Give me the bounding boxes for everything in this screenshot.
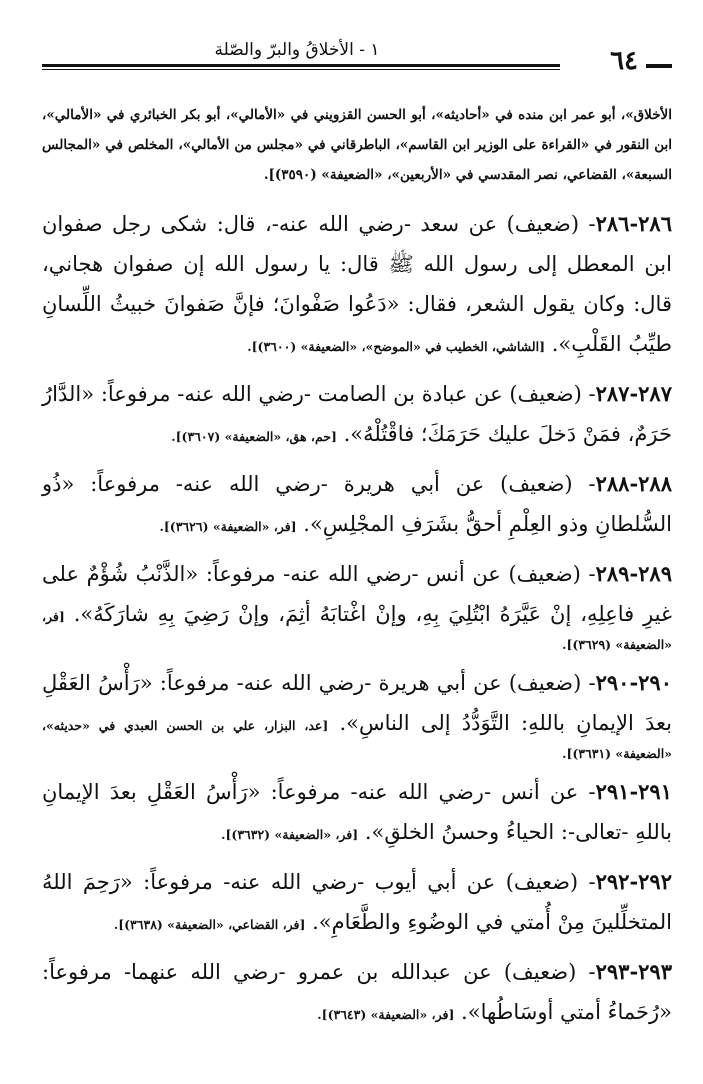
hadith-entry-290 — [42, 663, 672, 762]
running-title: ١ - الأخلاقُ والبرّ والصّلة — [214, 40, 380, 60]
hadith-reference: [فر، «الضعيفة» (٣٦٣٢)]. — [221, 827, 359, 842]
header-rule-thin — [42, 69, 560, 70]
hadith-entry-288 — [42, 464, 672, 544]
hadith-text: - (ضعيف) عن أبي هريرة -رضي الله عنه- مرفوعاً: «رَأْسُ العَقْلِ بعدَ الإيمانِ باللهِ: التَّوَدُّدُ إلى الناسِ». — [42, 671, 672, 735]
hadith-reference: [عد، البزار، علي بن الحسن العبدي في «حديثه»، «الضعيفة» (٣٦٣١)]. — [42, 718, 672, 761]
footnote-continuation: الأخلاق»، أبو عمر ابن منده في «أحاديثه»، أبو الحسن القزويني في «الأمالي»، أبو بكر الخبائري في «الأمالي»، ابن النقور في «القراءة على الوزير ابن القاسم»، الباطرقاني في «مجلس من الأمالي»، المخلص في «المجالس السبعة»، القضاعي، نصر المقدسي في «الأربعين»، «الضعيفة» (٣٥٩٠)]. — [42, 107, 672, 183]
hadith-number: ٢٨٦-٢٨٦ — [595, 211, 672, 236]
hadith-number: ٢٩٣-٢٩٣ — [595, 959, 672, 984]
hadith-text: - (ضعيف) عن عبدالله بن عمرو -رضي الله عنهما- مرفوعاً: «رُحَماءُ أمتي أوسَاطُها». — [42, 960, 672, 1024]
hadith-number: ٢٨٩-٢٨٩ — [595, 561, 672, 586]
hadith-text: - (ضعيف) عن سعد -رضي الله عنه-، قال: شكى رجل صفوان ابن المعطل إلى رسول الله ﷺ قال: يا رسول الله إن صفوان هجاني، قال: وكان يقول الشعر، فقال: «دَعُوا صَفْوانَ؛ فإنَّ صَفوانَ خبيثُ اللِّسانِ طيِّبُ القَلْبِ». — [42, 212, 672, 356]
page-header — [42, 40, 672, 76]
hadith-entry-293 — [42, 952, 672, 1032]
hadith-reference: [فر، «الضعيفة» (٣٦٢٦)]. — [159, 519, 297, 534]
page-number-rule — [646, 64, 672, 68]
hadith-text: - عن أنس -رضي الله عنه- مرفوعاً: «رَأْسُ العَقْلِ بعدَ الإيمانِ باللهِ -تعالى-: الحياءُ وحسنُ الخلقِ». — [42, 780, 672, 844]
hadith-number: ٢٨٨-٢٨٨ — [595, 471, 672, 496]
hadith-number: ٢٩١-٢٩١ — [595, 779, 672, 804]
hadith-text: - (ضعيف) عن أنس -رضي الله عنه- مرفوعاً: «الذَّنْبُ شُؤْمٌ على غيرِ فاعِلِهِ، إنْ عَيَّرَهُ ابْتُلِيَ بِهِ، وإنْ اغْتابَهُ أثِمَ، وإنْ رَضِيَ بِهِ شارَكَهُ». — [42, 562, 672, 626]
hadith-text: - (ضعيف) عن أبي هريرة -رضي الله عنه- مرفوعاً: «ذُو السُّلطانِ وذو العِلْمِ أحقُّ بشَرَفِ المجْلِسِ». — [42, 472, 672, 536]
hadith-reference: [فر، «الضعيفة» (٣٦٤٣)]. — [317, 1007, 455, 1022]
hadith-entry-287 — [42, 374, 672, 454]
page-number: ٦٤ — [610, 46, 638, 76]
hadith-reference: [فر، القضاعي، «الضعيفة» (٣٦٣٨)]. — [113, 917, 306, 932]
hadith-reference: [الشاشي، الخطيب في «الموضح»، «الضعيفة» (٣٦٠٠)]. — [247, 339, 545, 354]
header-rule — [42, 64, 560, 67]
hadith-entry-292 — [42, 862, 672, 942]
hadith-entry-289 — [42, 554, 672, 653]
hadith-entry-286 — [42, 204, 672, 364]
hadith-text: - (ضعيف) عن أبي أيوب -رضي الله عنه- مرفوعاً: «رَحِمَ اللهُ المتخلِّلينَ مِنْ أُمتي في الوضُوءِ والطَّعَامِ». — [42, 870, 672, 934]
page-content — [42, 100, 672, 1042]
hadith-number: ٢٩٠-٢٩٠ — [595, 670, 672, 695]
hadith-reference: [فر، «الضعيفة» (٣٦٢٩)]. — [42, 609, 672, 652]
hadith-entry-291 — [42, 772, 672, 852]
hadith-number: ٢٩٢-٢٩٢ — [595, 869, 672, 894]
hadith-reference: [حم، هق، «الضعيفة» (٣٦٠٧)]. — [171, 429, 337, 444]
hadith-text: - (ضعيف) عن عبادة بن الصامت -رضي الله عنه- مرفوعاً: «الدَّارُ حَرَمٌ، فمَنْ دَخلَ عليك حَرَمَكَ؛ فاقْتُلْهُ». — [42, 382, 672, 446]
hadith-number: ٢٨٧-٢٨٧ — [595, 381, 672, 406]
